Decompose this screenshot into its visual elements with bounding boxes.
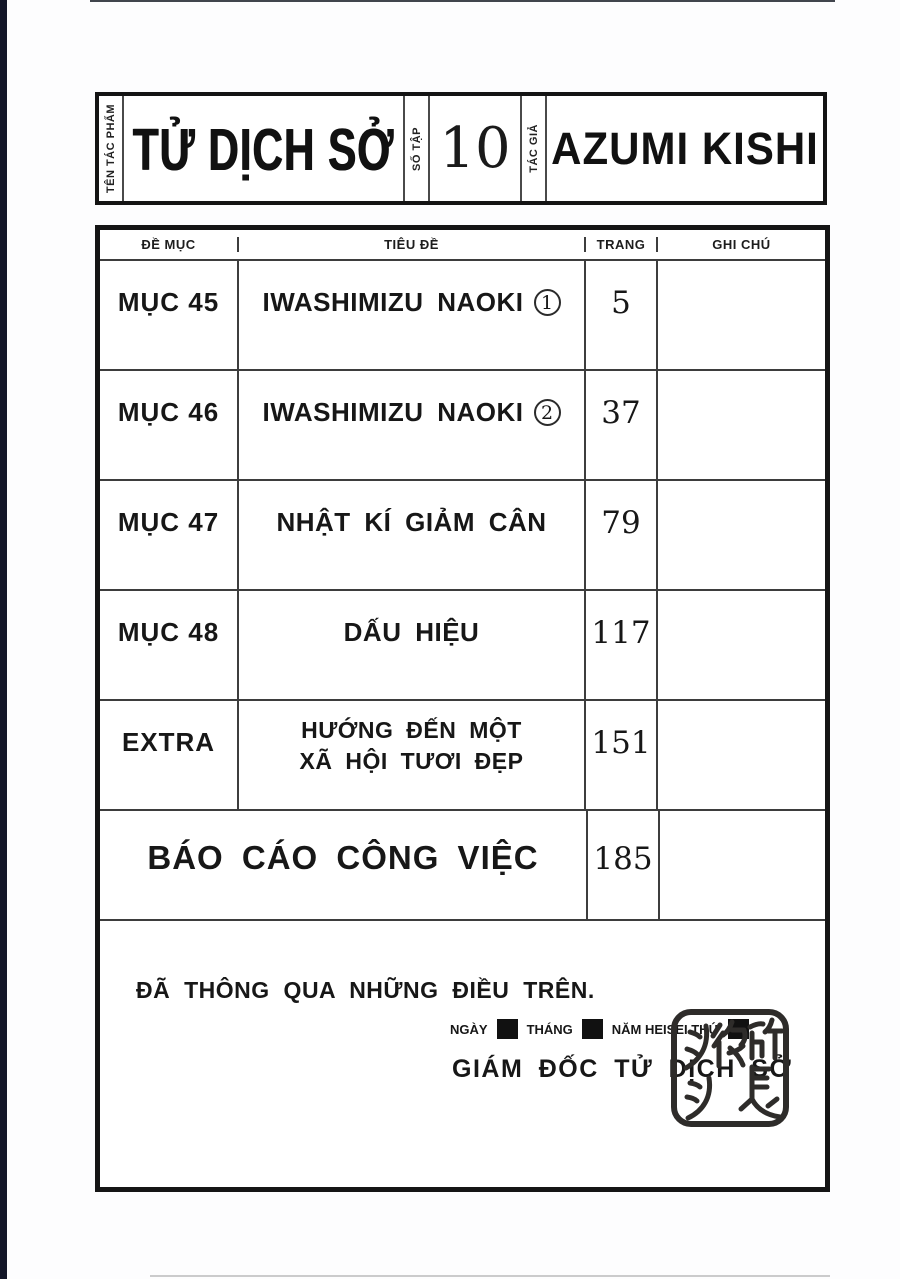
redacted-month-box <box>582 1019 603 1039</box>
page-number: 37 <box>601 395 641 431</box>
scan-artifact-top <box>90 0 835 2</box>
table-row <box>100 591 825 701</box>
work-title: TỬ DỊCH SỞ <box>132 114 395 183</box>
day-label: NGÀY <box>450 1021 488 1037</box>
volume-label: SỐ TẬP <box>410 126 423 171</box>
year-label: NĂM HEISEI THỨ <box>611 1021 720 1037</box>
scan-artifact-bottom <box>150 1275 830 1277</box>
chapter-title: BÁO CÁO CÔNG VIỆC <box>147 839 539 876</box>
chapter-item: MỤC 48 <box>117 617 220 647</box>
chapter-item: EXTRA <box>121 727 216 757</box>
author-name: AZUMI KISHI <box>551 122 819 174</box>
author-label: TÁC GIẢ <box>527 124 540 173</box>
table-row-report <box>100 811 825 921</box>
author-name-cell <box>547 96 823 201</box>
chapter-title: NHẬT KÍ GIẢM CÂN <box>276 507 547 537</box>
note-cell <box>660 811 825 919</box>
page-number: 151 <box>591 725 651 761</box>
chapter-title-text: IWASHIMIZU NAOKI <box>262 287 524 317</box>
page-left-edge-shadow <box>0 0 7 1279</box>
note-cell <box>658 371 825 479</box>
approval-section <box>100 921 825 1187</box>
column-header-title: TIÊU ĐỀ <box>239 237 586 252</box>
chapter-title <box>300 701 524 777</box>
director-seal-stamp-icon <box>668 1005 792 1131</box>
table-header-row <box>100 230 825 261</box>
chapter-title <box>263 371 561 428</box>
redacted-day-box <box>497 1019 518 1039</box>
chapter-item: MỤC 46 <box>117 397 220 427</box>
column-header-note: GHI CHÚ <box>712 237 771 252</box>
volume-number-cell <box>430 96 522 201</box>
table-row <box>100 701 825 811</box>
volume-header-box <box>95 92 827 205</box>
chapter-title <box>263 261 561 318</box>
page-number: 5 <box>611 285 631 321</box>
note-cell <box>658 701 825 809</box>
page-number: 79 <box>601 505 641 541</box>
table-of-contents <box>95 225 830 1192</box>
note-cell <box>658 261 825 369</box>
volume-label-cell <box>405 96 430 201</box>
approval-statement: ĐÃ THÔNG QUA NHỮNG ĐIỀU TRÊN. <box>136 977 595 1003</box>
work-name-label-cell <box>99 96 124 201</box>
volume-number: 10 <box>439 116 511 181</box>
column-header-item: ĐỀ MỤC <box>100 237 239 252</box>
month-label: THÁNG <box>526 1021 573 1037</box>
chapter-item: MỤC 45 <box>117 287 220 317</box>
note-cell <box>658 591 825 699</box>
circled-number-icon: 2 <box>534 399 561 426</box>
chapter-title-text: IWASHIMIZU NAOKI <box>262 397 524 427</box>
chapter-title-line2: XÃ HỘI TƯƠI ĐẸP <box>299 748 524 774</box>
table-row <box>100 261 825 371</box>
signature-title: GIÁM ĐỐC TỬ DỊCH SỞ <box>452 1055 793 1083</box>
table-row <box>100 481 825 591</box>
author-label-cell <box>522 96 547 201</box>
table-row <box>100 371 825 481</box>
chapter-item: MỤC 47 <box>117 507 220 537</box>
work-name-label: TÊN TÁC PHẨM <box>104 103 117 194</box>
chapter-title-line1: HƯỚNG ĐẾN MỘT <box>301 717 522 743</box>
page-number: 117 <box>591 615 651 651</box>
note-cell <box>658 481 825 589</box>
circled-number-icon: 1 <box>534 289 561 316</box>
work-title-cell <box>124 96 405 201</box>
column-header-page: TRANG <box>586 237 658 252</box>
chapter-title: DẤU HIỆU <box>343 617 480 647</box>
page-number: 185 <box>593 841 653 877</box>
